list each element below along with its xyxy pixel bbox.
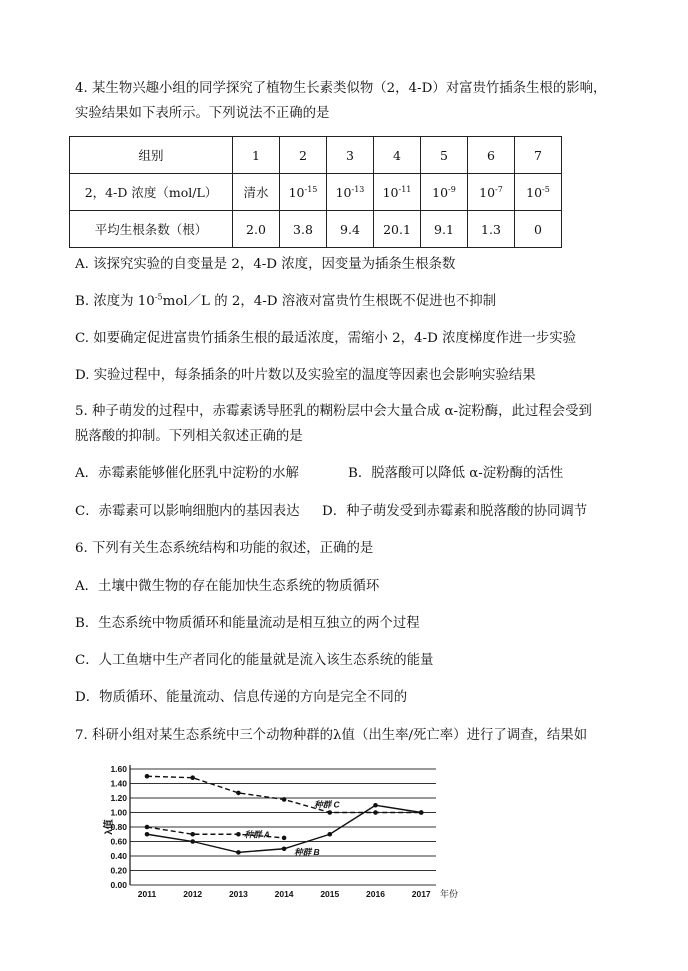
q6-option-b: B．生态系统中物质循环和能量流动是相互独立的两个过程 bbox=[75, 616, 420, 631]
table-cell: 0 bbox=[515, 211, 562, 248]
table-cell: $10^{-15}$ bbox=[280, 174, 327, 211]
data-point bbox=[145, 825, 150, 830]
table-cell: 6 bbox=[468, 137, 515, 174]
data-point bbox=[282, 836, 287, 841]
y-tick-label: 0.40 bbox=[110, 851, 127, 861]
table-cell: $10^{-11}$ bbox=[374, 174, 421, 211]
lambda-line-chart bbox=[100, 755, 470, 903]
data-point bbox=[190, 839, 195, 844]
q6-option-a: A．土壤中微生物的存在能加快生态系统的物质循环 bbox=[75, 579, 380, 594]
table-row bbox=[70, 137, 562, 174]
table-cell: 2，4-D 浓度（mol/L） bbox=[70, 174, 233, 211]
data-point bbox=[373, 803, 378, 808]
table-cell: 5 bbox=[421, 137, 468, 174]
data-point bbox=[328, 832, 333, 837]
table-cell: 2.0 bbox=[233, 211, 280, 248]
data-point bbox=[282, 797, 287, 802]
q4-option-b: B. 浓度为 $10^{-5}mol/L$ 的 2，4-D 溶液对富贵竹生根既不促进也不抑制 bbox=[75, 292, 497, 309]
data-point bbox=[190, 775, 195, 780]
y-tick-label: 1.60 bbox=[110, 764, 127, 774]
table-cell: 2 bbox=[280, 137, 327, 174]
table-cell: 3 bbox=[327, 137, 374, 174]
table-cell: 1 bbox=[233, 137, 280, 174]
x-tick-label: 2017 bbox=[411, 889, 431, 899]
y-tick-label: 1.40 bbox=[110, 778, 127, 789]
q5-option-b: B．脱落酸可以降低 α-淀粉酶的活性 bbox=[348, 466, 564, 481]
data-point bbox=[236, 791, 241, 796]
q6-option-c: C．人工鱼塘中生产者同化的能量就是流入该生态系统的能量 bbox=[75, 653, 434, 668]
table-cell: 7 bbox=[515, 137, 562, 174]
q4-stem-line1: 4. 某生物兴趣小组的同学探究了植物生长素类似物（2，4-D）对富贵竹插条生根的影响， bbox=[75, 81, 607, 96]
q4-stem-line2: 实验结果如下表所示。下列说法不正确的是 bbox=[75, 106, 330, 121]
x-tick-label: 2015 bbox=[320, 889, 340, 899]
series-label: 种群 A bbox=[244, 829, 270, 840]
data-point bbox=[282, 846, 287, 851]
q6-option-d: D．物质循环、能量流动、信息传递的方向是完全不同的 bbox=[75, 690, 408, 705]
x-tick-label: 2016 bbox=[366, 889, 385, 899]
table-cell: $10^{-13}$ bbox=[327, 174, 374, 211]
table-cell: 4 bbox=[374, 137, 421, 174]
series-line bbox=[147, 776, 421, 812]
data-point bbox=[236, 850, 241, 855]
y-tick-label: 1.20 bbox=[110, 793, 127, 803]
x-tick-label: 2011 bbox=[137, 889, 157, 899]
x-tick-label: 2012 bbox=[183, 889, 203, 899]
q4-option-c: C. 如要确定促进富贵竹插条生根的最适浓度，需缩小 2，4-D 浓度梯度作进一步实验 bbox=[75, 331, 576, 346]
table-cell: $10^{-9}$ bbox=[421, 174, 468, 211]
y-axis-label: λ值 bbox=[104, 819, 115, 835]
q6-stem: 6. 下列有关生态系统结构和功能的叙述，正确的是 bbox=[75, 541, 374, 556]
y-tick-label: 1.00 bbox=[110, 807, 127, 818]
q5-stem-line2: 脱落酸的抑制。下列相关叙述正确的是 bbox=[75, 429, 303, 444]
data-point bbox=[236, 832, 241, 837]
data-point bbox=[145, 832, 150, 837]
data-point bbox=[145, 774, 150, 779]
table-cell: 组别 bbox=[70, 137, 233, 174]
data-point bbox=[328, 810, 333, 815]
x-tick-label: 2014 bbox=[274, 889, 294, 899]
y-tick-label: 0.60 bbox=[110, 836, 127, 847]
table-cell: 平均生根条数（根） bbox=[70, 211, 233, 248]
table-cell: 9.4 bbox=[327, 211, 374, 248]
series-label: 种群 C bbox=[314, 799, 340, 810]
q5-option-d: D．种子萌发受到赤霉素和脱落酸的协同调节 bbox=[322, 504, 588, 519]
q5-option-c: C．赤霉素可以影响细胞内的基因表达 bbox=[75, 504, 300, 519]
x-tick-label: 2013 bbox=[228, 889, 248, 899]
table-cell: $10^{-7}$ bbox=[468, 174, 515, 211]
data-point bbox=[419, 810, 424, 815]
q7-stem: 7. 科研小组对某生态系统中三个动物种群的λ值（出生率/死亡率）进行了调查，结果如 bbox=[75, 728, 588, 743]
q5-option-a: A．赤霉素能够催化胚乳中淀粉的水解 bbox=[75, 466, 299, 481]
table-cell: 清水 bbox=[233, 174, 280, 211]
data-point bbox=[190, 832, 195, 837]
x-axis-label: 年份 bbox=[440, 889, 459, 899]
data-point bbox=[373, 810, 378, 815]
q5-stem-line1: 5. 种子萌发的过程中，赤霉素诱导胚乳的糊粉层中会大量合成 α-淀粉酶，此过程会受到 bbox=[75, 404, 592, 419]
table-cell: 9.1 bbox=[421, 211, 468, 248]
table-cell: $10^{-5}$ bbox=[515, 174, 562, 211]
table-row bbox=[70, 211, 562, 248]
y-tick-label: 0.80 bbox=[110, 822, 127, 832]
table-row bbox=[70, 174, 562, 211]
y-tick-label: 0.20 bbox=[110, 865, 127, 876]
q4-option-d: D. 实验过程中，每条插条的叶片数以及实验室的温度等因素也会影响实验结果 bbox=[75, 368, 536, 383]
table-cell: 20.1 bbox=[374, 211, 421, 248]
series-label: 种群 B bbox=[294, 846, 320, 857]
table-cell: 1.3 bbox=[468, 211, 515, 248]
q4-table bbox=[69, 136, 562, 248]
y-tick-label: 0.00 bbox=[110, 880, 127, 890]
q4-option-a: A. 该探究实验的自变量是 2，4-D 浓度，因变量为插条生根条数 bbox=[75, 257, 456, 272]
table-cell: 3.8 bbox=[280, 211, 327, 248]
